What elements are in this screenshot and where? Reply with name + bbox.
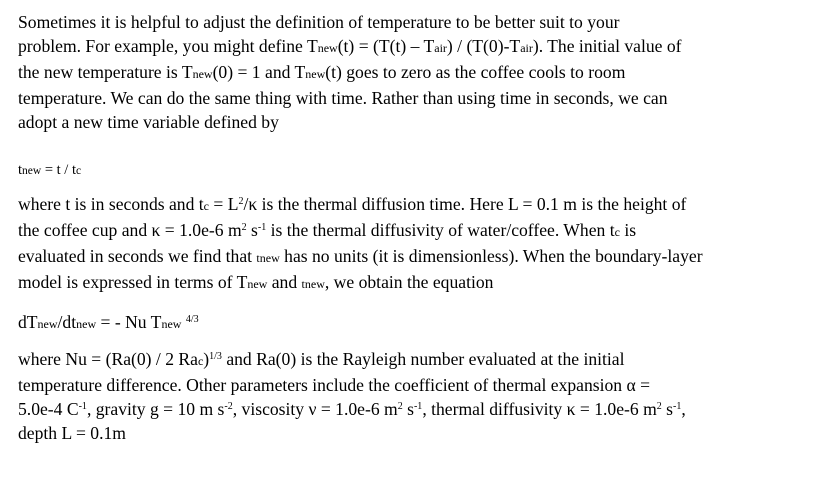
p3-sup-c-1: -1 xyxy=(78,401,87,412)
eq2-mid: = - Nu T xyxy=(96,312,162,332)
p3-sup-m2: 2 xyxy=(397,401,403,412)
p3-line-3-a: 5.0e-4 C xyxy=(18,399,79,419)
p1-line-4: temperature. We can do the same thing with time. Rather than using time in seconds, we can xyxy=(18,88,668,108)
eq2-sub-new-3: new xyxy=(161,317,182,331)
p2-sub-c: c xyxy=(203,199,209,213)
p3-sup-s-2: -2 xyxy=(224,401,233,412)
eq1-t: t xyxy=(18,162,23,178)
p3-sup-s-1: -1 xyxy=(413,401,423,412)
p1-line-5: adopt a new time variable defined by xyxy=(18,112,279,132)
eq1-sub-c: c xyxy=(75,165,82,177)
eq1-rest: = t / t xyxy=(41,162,76,178)
paragraph-diffusion-time xyxy=(18,192,703,296)
p2-line-3 xyxy=(18,244,703,270)
p1-line-2-b: (t) = (T(t) – T xyxy=(337,36,435,56)
p1-line-1: Sometimes it is helpful to adjust the definition of temperature to be better suit to your xyxy=(18,12,620,32)
p1-sub-new: new xyxy=(317,41,338,55)
eq2-dT: dT xyxy=(18,312,38,332)
paragraph-intro xyxy=(18,10,818,134)
p2-line-1-b: = L xyxy=(209,194,239,214)
p3-line-3-b: , gravity g = 10 m s xyxy=(86,399,225,419)
p1-line-2-d: ). The initial value of xyxy=(532,36,682,56)
p2-sup-2: 2 xyxy=(238,196,244,207)
p3-sub-c: c xyxy=(197,354,204,368)
eq2-sub-new: new xyxy=(37,317,58,331)
p1-line-2-c: ) / (T(0)-T xyxy=(446,36,521,56)
p3-line-3-c: , viscosity ν = 1.0e-6 m xyxy=(232,399,398,419)
p2-line-2-c: is the thermal diffusivity of water/coffee. When t xyxy=(266,220,615,240)
p2-line-3-a: evaluated in seconds we find that xyxy=(18,246,257,266)
p1-sub-new-3: new xyxy=(305,67,326,81)
p2-line-1-a: where t is in seconds and t xyxy=(18,194,204,214)
p3-line-3-d: s xyxy=(402,399,414,419)
p1-line-3-b: (0) = 1 and T xyxy=(212,62,306,82)
p3-line-1 xyxy=(18,347,686,373)
p2-tnew: tnew xyxy=(256,251,280,265)
p1-sub-new-2: new xyxy=(192,67,213,81)
p2-line-4-a: model is expressed in terms of T xyxy=(18,272,248,292)
p1-line-3-c: (t) goes to zero as the coffee cools to room xyxy=(325,62,626,82)
eq1-sub-new: new xyxy=(22,165,42,177)
p2-line-1 xyxy=(18,192,703,218)
p3-line-1-b: ) xyxy=(203,349,210,369)
p2-line-4-c: , we obtain the equation xyxy=(324,272,494,292)
p2-sup-s-1: -1 xyxy=(257,222,267,233)
p2-line-4 xyxy=(18,270,703,296)
p2-line-2 xyxy=(18,218,703,244)
eq2-dt: /dt xyxy=(57,312,77,332)
p3-sup-m2-2: 2 xyxy=(656,401,662,412)
p1-line-2 xyxy=(18,34,818,60)
p3-line-3 xyxy=(18,397,686,421)
p1-line-2-a: problem. For example, you might define T xyxy=(18,36,318,56)
p2-sub-new: new xyxy=(247,277,268,291)
p1-sub-air: air xyxy=(434,41,447,55)
p2-sub-c-2: c xyxy=(614,225,620,239)
p2-line-2-b: s xyxy=(246,220,258,240)
paragraph-parameters xyxy=(18,347,686,445)
p1-line-3-a: the new temperature is T xyxy=(18,62,193,82)
p2-line-3-b: has no units (it is dimensionless). When the boundary-layer xyxy=(279,246,703,266)
p3-line-3-f: s xyxy=(661,399,674,419)
p3-line-3-g: , xyxy=(681,399,686,419)
eq2-sub-new-2: new xyxy=(76,317,97,331)
p1-sub-air-2: air xyxy=(520,41,533,55)
p3-line-2: temperature difference. Other parameters include the coefficient of thermal expansion α = xyxy=(18,375,651,395)
p3-sup-13: 1/3 xyxy=(209,351,222,362)
p2-line-1-c: /κ is the thermal diffusion time. Here L = 0.1 m is the height of xyxy=(243,194,687,214)
p3-sup-s-1-2: -1 xyxy=(673,401,682,412)
p2-line-2-a: the coffee cup and κ = 1.0e-6 m xyxy=(18,220,242,240)
equation-time-scaling xyxy=(18,160,81,181)
p1-line-3 xyxy=(18,60,818,86)
p2-sup-m2: 2 xyxy=(241,222,247,233)
p3-line-4: depth L = 0.1m xyxy=(18,423,126,443)
p3-line-1-c: and Ra(0) is the Rayleigh number evaluated at the initial xyxy=(221,349,625,369)
p3-line-1-a: where Nu = (Ra(0) / 2 Ra xyxy=(18,349,198,369)
eq2-exponent: 4/3 xyxy=(185,314,199,325)
p3-line-3-e: , thermal diffusivity κ = 1.0e-6 m xyxy=(422,399,657,419)
equation-cooling xyxy=(18,310,199,336)
p2-line-4-b: and xyxy=(267,272,302,292)
p2-tnew-2: tnew xyxy=(301,277,325,291)
p2-line-2-d: is xyxy=(619,220,637,240)
